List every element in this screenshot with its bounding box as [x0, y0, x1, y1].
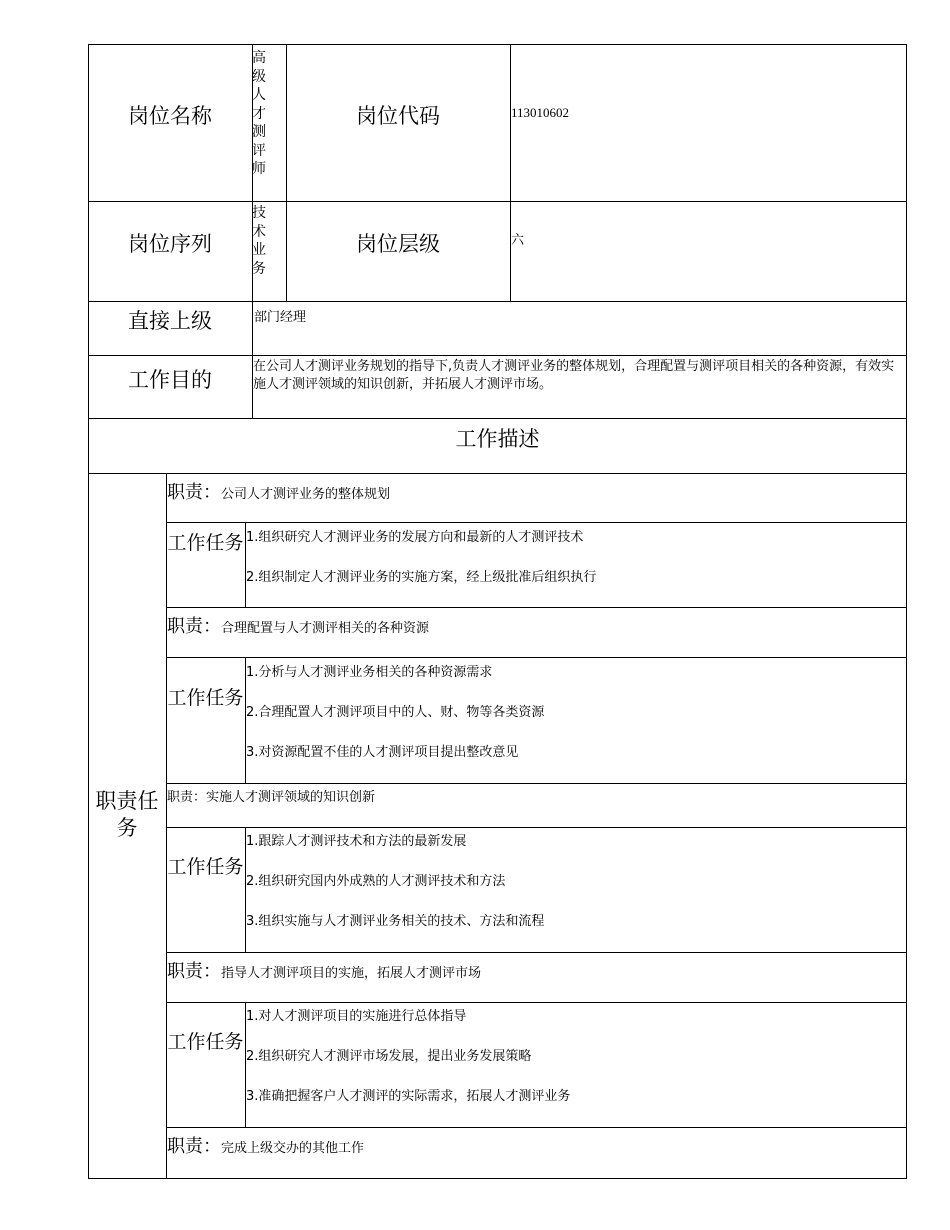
- duty-item: [167, 786, 375, 805]
- duty-prefix: 职责：: [167, 616, 221, 637]
- task-label: 工作任务: [167, 532, 244, 554]
- task-item: 1.组织研究人才测评业务的发展方向和最新的人才测评技术: [246, 530, 584, 545]
- task-item: 2.组织制定人才测评业务的实施方案，经上级批准后组织执行: [246, 570, 597, 585]
- post-level-label: 岗位层级: [356, 232, 440, 256]
- duty-text: 指导人才测评项目的实施，拓展人才测评市场: [221, 966, 482, 981]
- col-divider: [166, 473, 167, 1179]
- row-divider: [88, 355, 907, 356]
- post-series-value: 技术业务: [252, 205, 266, 277]
- duty-item: [167, 1132, 364, 1158]
- duty-prefix: 职责：: [167, 790, 207, 805]
- task-item: 3.对资源配置不佳的人才测评项目提出整改意见: [246, 745, 519, 760]
- row-divider: [166, 657, 907, 658]
- row-divider: [88, 201, 907, 202]
- post-name-value: 高级人才测评师: [252, 50, 266, 177]
- section-title: 工作描述: [455, 427, 540, 451]
- post-name-label: 岗位名称: [128, 104, 212, 128]
- duty-item: [167, 957, 481, 983]
- task-item: 1.分析与人才测评业务相关的各种资源需求: [246, 665, 493, 680]
- row-divider: [88, 418, 907, 419]
- duty-prefix: 职责：: [167, 482, 221, 503]
- col-divider: [510, 44, 511, 301]
- duties-label: 职责任务: [95, 789, 159, 840]
- post-level-value: 六: [511, 233, 525, 248]
- row-divider: [88, 301, 907, 302]
- task-item: 1.跟踪人才测评技术和方法的最新发展: [246, 834, 467, 849]
- post-code-label: 岗位代码: [356, 104, 440, 128]
- col-divider: [286, 44, 287, 301]
- task-label: 工作任务: [167, 856, 244, 878]
- duty-text: 合理配置与人才测评相关的各种资源: [221, 621, 430, 636]
- duty-text: 公司人才测评业务的整体规划: [221, 487, 391, 502]
- task-item: 2.合理配置人才测评项目中的人、财、物等各类资源: [246, 705, 545, 720]
- task-label: 工作任务: [167, 687, 244, 709]
- duty-text: 实施人才测评领域的知识创新: [206, 790, 376, 805]
- purpose-value: 在公司人才测评业务规划的指导下,负责人才测评业务的整体规划，合理配置与测评项目相关的各种资源，有效实施人才测评领域的知识创新，并拓展人才测评市场。: [253, 359, 895, 392]
- task-item: 3.组织实施与人才测评业务相关的技术、方法和流程: [246, 914, 545, 929]
- superior-value: 部门经理: [254, 310, 307, 325]
- post-series-label: 岗位序列: [128, 232, 212, 256]
- row-divider: [166, 522, 907, 523]
- post-code-value: 113010602: [511, 105, 570, 120]
- task-item: 1.对人才测评项目的实施进行总体指导: [246, 1009, 467, 1024]
- duty-prefix: 职责：: [167, 961, 221, 982]
- row-divider: [166, 1127, 907, 1128]
- task-item: 2.组织研究人才测评市场发展，提出业务发展策略: [246, 1049, 532, 1064]
- row-divider: [88, 473, 907, 474]
- duty-prefix: 职责：: [167, 1136, 221, 1157]
- task-item: 2.组织研究国内外成熟的人才测评技术和方法: [246, 874, 506, 889]
- row-divider: [166, 607, 907, 608]
- superior-label: 直接上级: [128, 309, 212, 333]
- duty-item: [167, 478, 390, 504]
- duty-text: 完成上级交办的其他工作: [221, 1141, 365, 1156]
- purpose-label: 工作目的: [128, 368, 212, 392]
- row-divider: [166, 827, 907, 828]
- row-divider: [166, 783, 907, 784]
- task-item: 3.准确把握客户人才测评的实际需求，拓展人才测评业务: [246, 1089, 571, 1104]
- task-label: 工作任务: [167, 1031, 244, 1053]
- row-divider: [166, 1002, 907, 1003]
- row-divider: [166, 952, 907, 953]
- duty-item: [167, 612, 429, 638]
